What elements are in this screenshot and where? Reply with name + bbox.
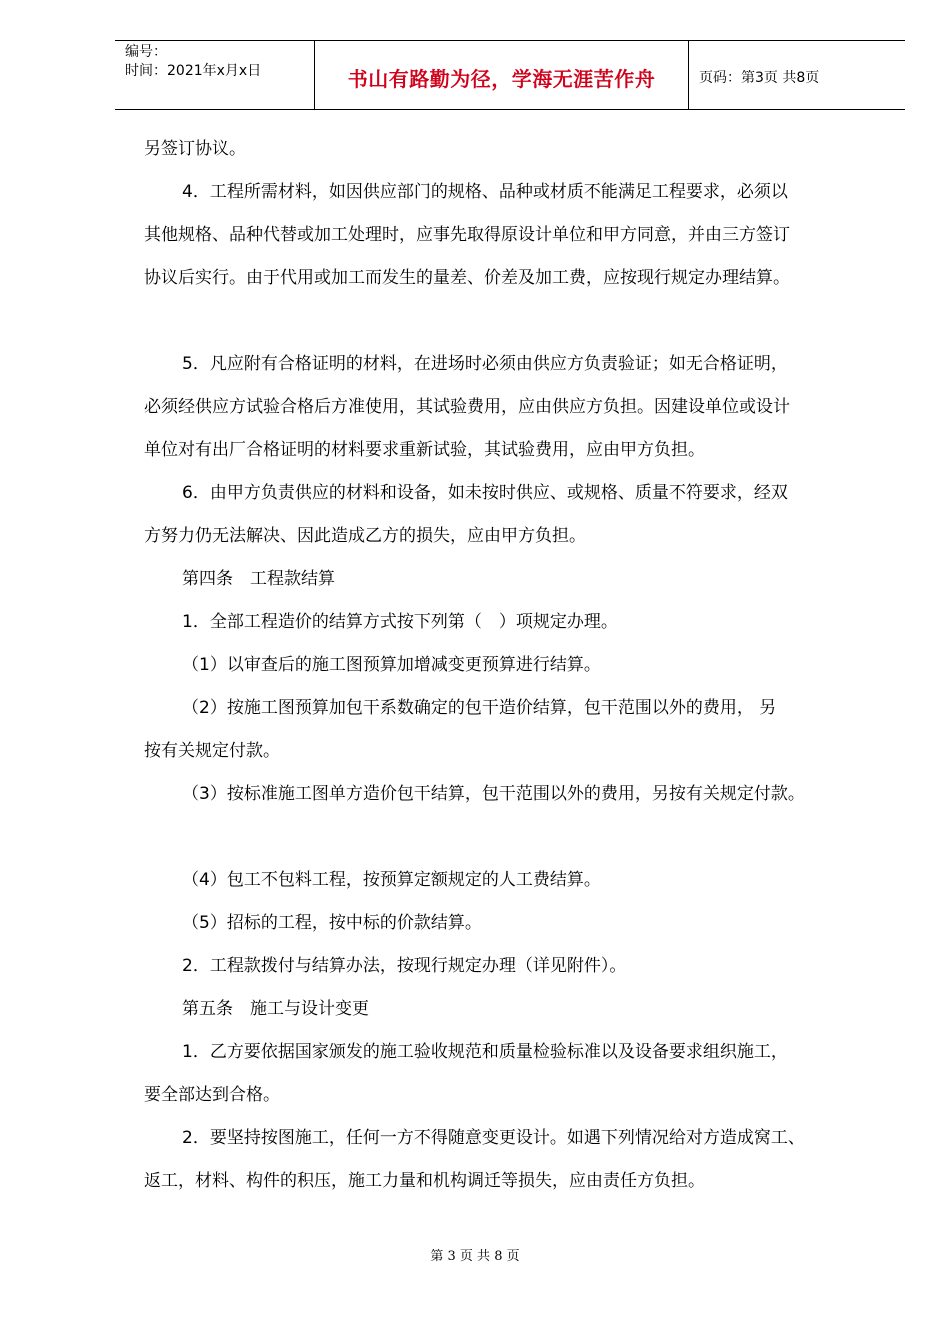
body-line: （2）按施工图预算加包干系数确定的包干造价结算，包干范围以外的费用， 另 <box>182 698 777 718</box>
header-page-info: 页码：第3页 共8页 <box>699 70 820 86</box>
page-footer: 第 3 页 共 8 页 <box>430 1249 520 1264</box>
body-line: 1．乙方要依据国家颁发的施工验收规范和质量检验标准以及设备要求组织施工， <box>182 1042 788 1062</box>
body-line: 2．要坚持按图施工，任何一方不得随意变更设计。如遇下列情况给对方造成窝工、 <box>182 1128 805 1148</box>
section-heading: 第五条 施工与设计变更 <box>182 999 369 1019</box>
body-line: 必须经供应方试验合格后方准使用，其试验费用，应由供应方负担。因建设单位或设计 <box>144 397 790 417</box>
body-line: 4．工程所需材料，如因供应部门的规格、品种或材质不能满足工程要求，必须以 <box>182 182 788 202</box>
document-number-label: 编号： <box>125 44 167 60</box>
body-line: （1）以审查后的施工图预算加增减变更预算进行结算。 <box>182 655 601 675</box>
body-line: 另签订协议。 <box>144 139 246 159</box>
body-line: 1．全部工程造价的结算方式按下列第（ ）项规定办理。 <box>182 612 618 632</box>
body-line: 2．工程款拨付与结算办法，按现行规定办理（详见附件）。 <box>182 956 627 976</box>
body-line: （4）包工不包料工程，按预算定额规定的人工费结算。 <box>182 870 601 890</box>
body-line: （3）按标准施工图单方造价包干结算，包干范围以外的费用，另按有关规定付款。 <box>182 784 805 804</box>
document-body <box>144 128 879 1203</box>
body-line: （5）招标的工程，按中标的价款结算。 <box>182 913 482 933</box>
body-line: 5．凡应附有合格证明的材料，在进场时必须由供应方负责验证；如无合格证明， <box>182 354 788 374</box>
body-line: 方努力仍无法解决、因此造成乙方的损失，应由甲方负担。 <box>144 526 586 546</box>
document-time-label: 时间：2021年x月x日 <box>125 63 262 79</box>
body-line: 要全部达到合格。 <box>144 1085 280 1105</box>
body-line: 协议后实行。由于代用或加工而发生的量差、价差及加工费，应按现行规定办理结算。 <box>144 268 790 288</box>
section-heading: 第四条 工程款结算 <box>182 569 335 589</box>
body-line: 其他规格、品种代替或加工处理时，应事先取得原设计单位和甲方同意，并由三方签订 <box>144 225 790 245</box>
body-line: 返工，材料、构件的积压，施工力量和机构调迁等损失，应由责任方负担。 <box>144 1171 705 1191</box>
body-line: 按有关规定付款。 <box>144 741 280 761</box>
header-motto: 书山有路勤为径，学海无涯苦作舟 <box>315 41 689 109</box>
header-meta <box>115 41 315 109</box>
body-line: 6．由甲方负责供应的材料和设备，如未按时供应、或规格、质量不符要求，经双 <box>182 483 788 503</box>
body-line: 单位对有出厂合格证明的材料要求重新试验，其试验费用，应由甲方负担。 <box>144 440 705 460</box>
page-header <box>115 40 905 110</box>
